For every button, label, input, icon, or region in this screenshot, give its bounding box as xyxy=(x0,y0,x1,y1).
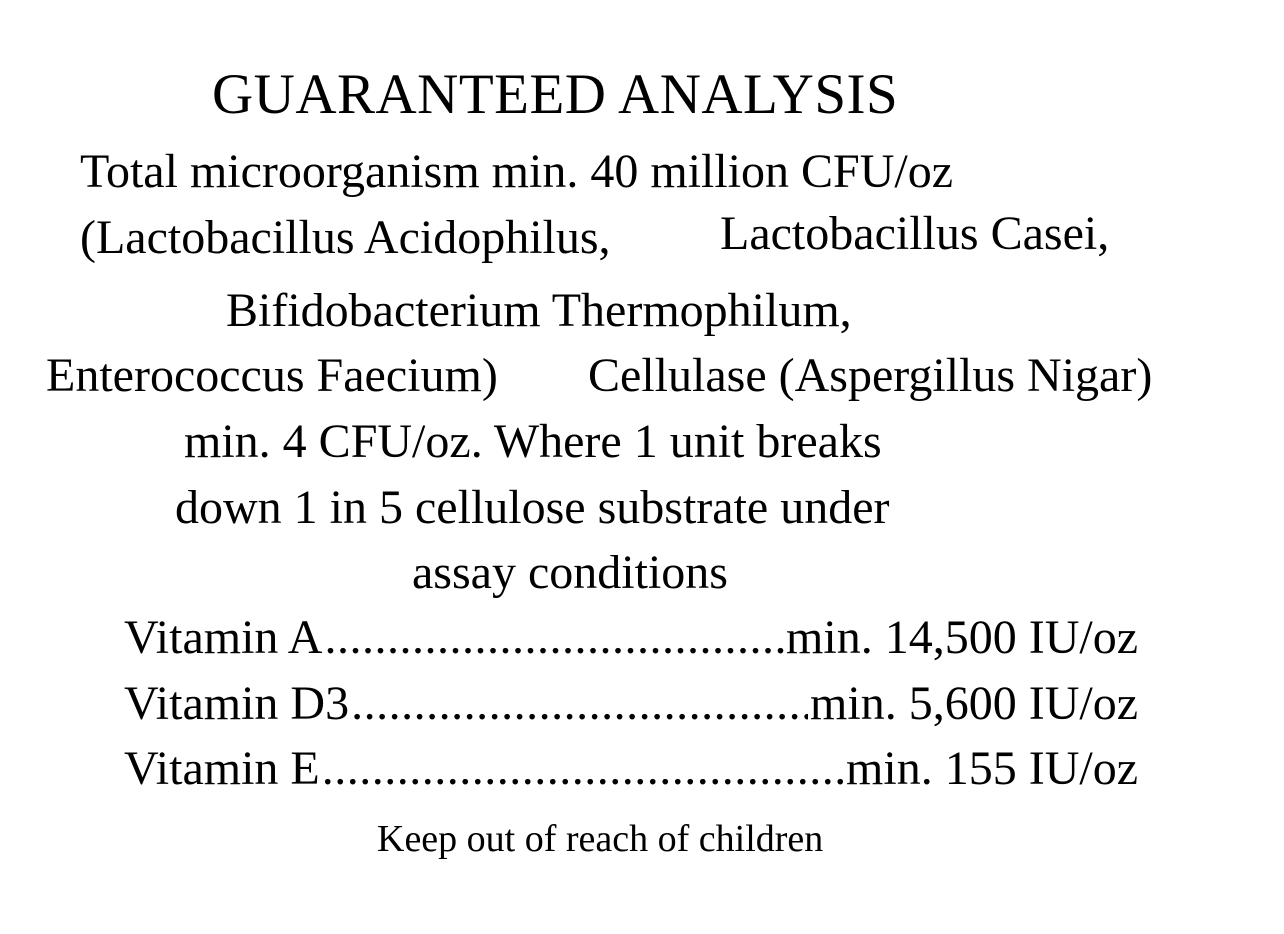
dot-leader xyxy=(351,680,808,728)
label-title: GUARANTEED ANALYSIS xyxy=(212,63,899,126)
ingredient-line-bifidobacterium: Bifidobacterium Thermophilum, xyxy=(226,284,852,337)
vitamin-value: min. 5,600 IU/oz xyxy=(810,677,1138,730)
dot-leader xyxy=(324,614,784,662)
ingredient-line-acidophilus: (Lactobacillus Acidophilus, xyxy=(80,211,611,264)
vitamin-row xyxy=(124,677,1138,732)
ingredient-line-enterococcus: Enterococcus Faecium) xyxy=(46,349,498,402)
vitamin-value: min. 14,500 IU/oz xyxy=(786,611,1138,664)
vitamin-name: Vitamin E xyxy=(124,742,320,795)
vitamin-value: min. 155 IU/oz xyxy=(846,742,1138,795)
cellulase-potency-line: min. 4 CFU/oz. Where 1 unit breaks xyxy=(184,415,882,468)
child-safety-warning: Keep out of reach of children xyxy=(377,818,824,860)
cellulase-definition-line: down 1 in 5 cellulose substrate under xyxy=(175,481,890,534)
vitamin-row xyxy=(124,611,1138,666)
microorganism-line: Total microorganism min. 40 million CFU/oz xyxy=(80,145,954,198)
vitamin-name: Vitamin D3 xyxy=(124,677,350,730)
vitamin-name: Vitamin A xyxy=(124,611,323,664)
dot-leader xyxy=(322,745,844,793)
ingredient-line-cellulase: Cellulase (Aspergillus Nigar) xyxy=(588,349,1153,402)
ingredient-line-casei: Lactobacillus Casei, xyxy=(720,207,1110,260)
assay-conditions-line: assay conditions xyxy=(412,546,728,599)
vitamin-row xyxy=(124,742,1138,797)
